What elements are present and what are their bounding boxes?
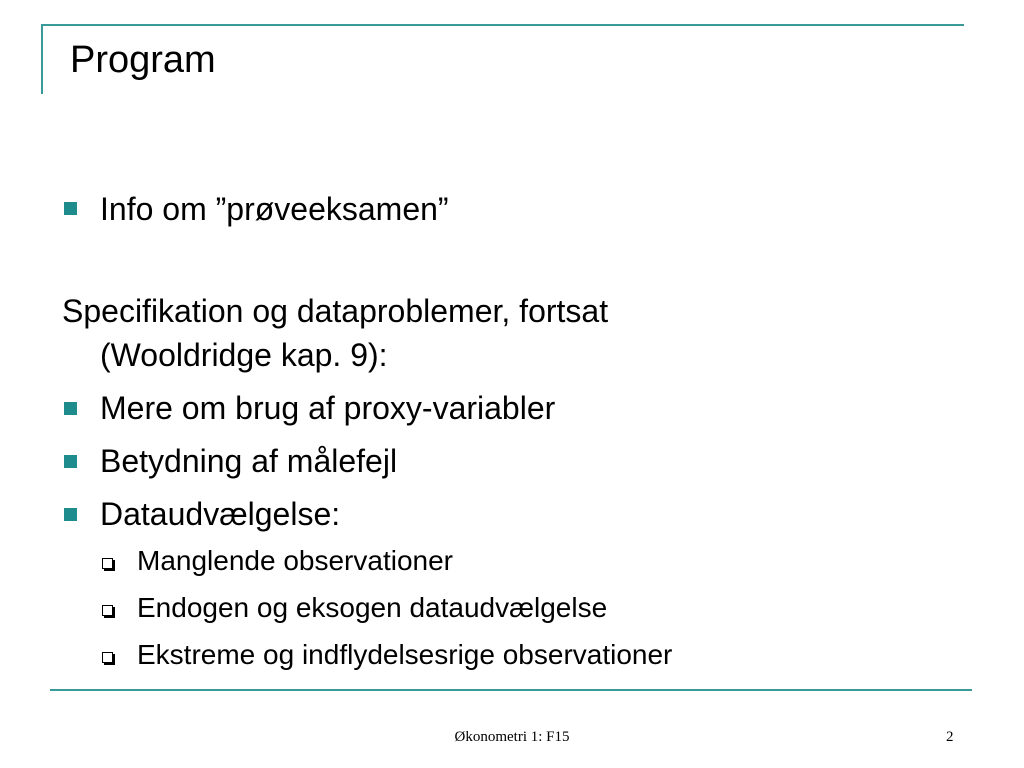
subbullet-item-manglende: Manglende observationer [137, 545, 453, 576]
bullet-square-icon [64, 402, 77, 415]
bullet-hollow-square-icon [102, 605, 113, 616]
footer-course-label: Økonometri 1: F15 [454, 729, 570, 745]
bullet-item-dataudvaelgelse: Dataudvælgelse: [100, 496, 341, 532]
bullet-item-info: Info om ”prøveeksamen” [100, 191, 449, 227]
bullet-hollow-square-icon [102, 652, 113, 663]
bullet-square-icon [64, 508, 77, 521]
subbullet-item-endogen: Endogen og eksogen dataudvælgelse [137, 592, 608, 623]
bullet-square-icon [64, 202, 77, 215]
title-frame-vertical [41, 24, 43, 94]
title-frame-top [41, 24, 964, 26]
footer-page-number: 2 [946, 729, 954, 745]
bullet-item-maalefejl: Betydning af målefejl [100, 443, 398, 479]
bullet-item-proxy: Mere om brug af proxy-variabler [100, 390, 556, 426]
bottom-rule [50, 689, 972, 691]
slide-title: Program [70, 39, 216, 81]
bullet-square-icon [64, 455, 77, 468]
text-specifikation-line1: Specifikation og dataproblemer, fortsat [62, 293, 609, 329]
subbullet-item-ekstreme: Ekstreme og indflydelsesrige observationer [137, 639, 673, 670]
bullet-hollow-square-icon [102, 558, 113, 569]
text-specifikation-line2: (Wooldridge kap. 9): [100, 337, 388, 373]
